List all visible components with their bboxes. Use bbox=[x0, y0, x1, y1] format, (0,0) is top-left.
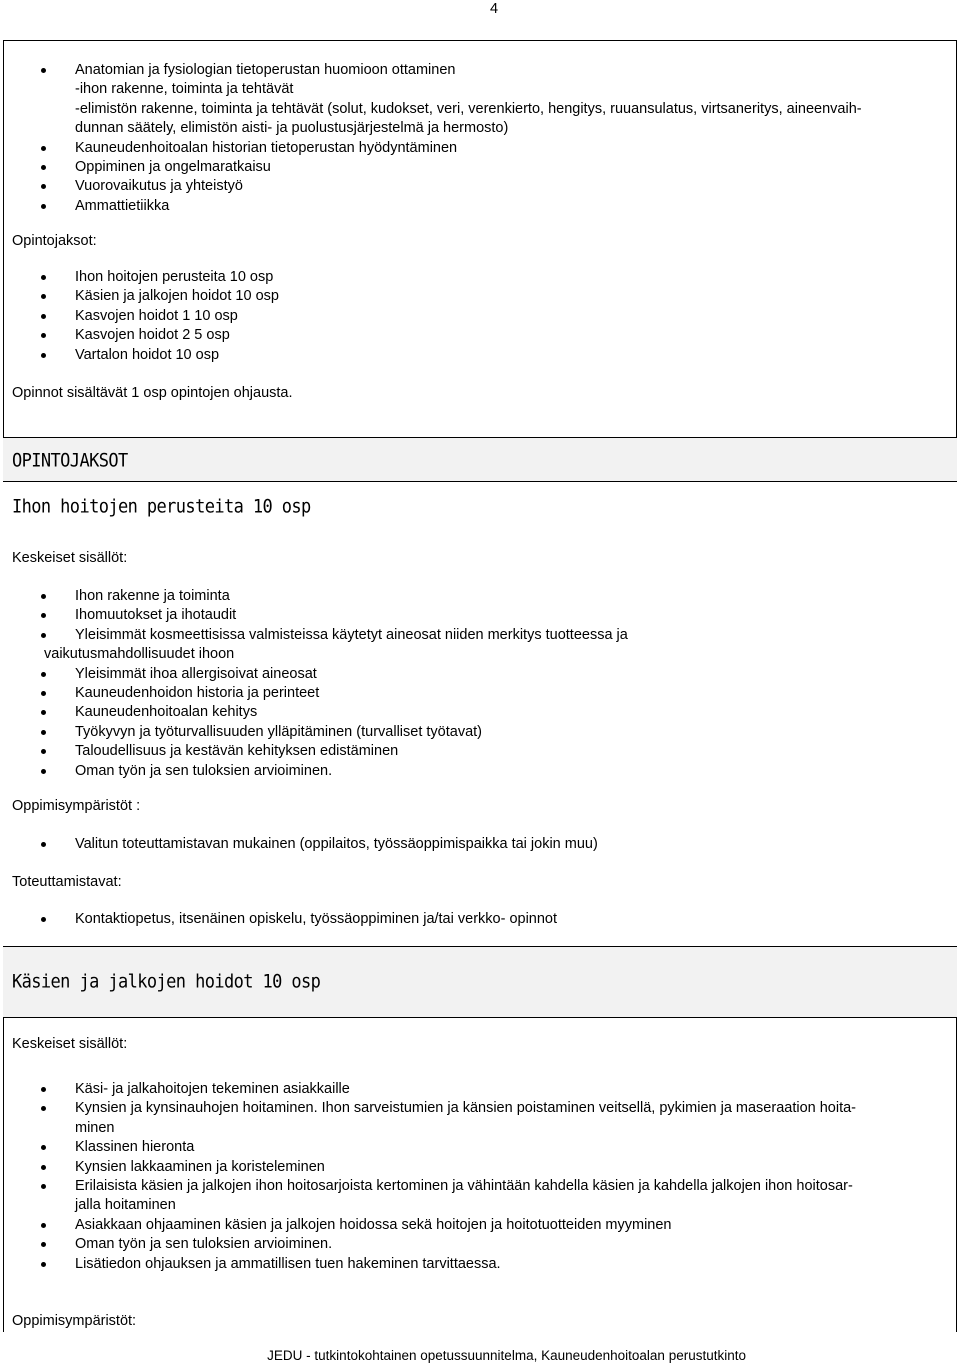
list-item: Erilaisista käsien ja jalkojen ihon hoitosarjoista kertominen ja vähintään kahdella käsien ja kahdella jalkojen ihon hoitosar- jalla hoitaminen bbox=[12, 1177, 944, 1216]
list-item: Kynsien lakkaaminen ja koristeleminen bbox=[12, 1158, 944, 1177]
list-item: Oman työn ja sen tuloksien arvioiminen. bbox=[12, 762, 944, 781]
course-title: Ihon hoitojen perusteita 10 osp bbox=[12, 495, 311, 519]
list-item: Käsien ja jalkojen hoidot 10 osp bbox=[12, 287, 944, 306]
list-item: Kasvojen hoidot 1 10 osp bbox=[12, 307, 944, 326]
list-item: Työkyvyn ja työturvallisuuden ylläpitäminen (turvalliset työtavat) bbox=[12, 723, 944, 742]
page-number: 4 bbox=[490, 1, 499, 17]
list-item: Lisätiedon ohjauksen ja ammatillisen tuen hakeminen tarvittaessa. bbox=[12, 1255, 944, 1274]
list-item: Ihon rakenne ja toiminta bbox=[12, 587, 944, 606]
course-title: Käsien ja jalkojen hoidot 10 osp bbox=[12, 970, 321, 994]
footer: JEDU - tutkintokohtainen opetussuunnitelma, Kauneudenhoitoalan perustutkinto bbox=[267, 1347, 746, 1363]
list-item: Yleisimmät ihoa allergisoivat aineosat bbox=[12, 665, 944, 684]
list-item: Kasvojen hoidot 2 5 osp bbox=[12, 326, 944, 345]
list-item: Kynsien ja kynsinauhojen hoitaminen. Ihon sarveistumien ja känsien poistaminen veitsellä, pykimien ja maseraation hoita- minen bbox=[12, 1099, 944, 1138]
ihon-content-list bbox=[12, 587, 944, 781]
keskeiset-label: Keskeiset sisällöt: bbox=[12, 550, 128, 566]
list-item: Ihon hoitojen perusteita 10 osp bbox=[12, 268, 944, 287]
opintojaksot-list bbox=[12, 268, 944, 365]
kasien-content-list bbox=[12, 1080, 944, 1274]
opintojaksot-label: Opintojaksot: bbox=[12, 233, 97, 249]
oppimisymparistot-label: Oppimisympäristöt: bbox=[12, 1313, 137, 1329]
list-item: Käsi- ja jalkahoitojen tekeminen asiakkaille bbox=[12, 1080, 944, 1099]
list-item: Vartalon hoidot 10 osp bbox=[12, 346, 944, 365]
list-item: Asiakkaan ohjaaminen käsien ja jalkojen hoidossa sekä hoitojen ja hoitotuotteiden myyminen bbox=[12, 1216, 944, 1235]
list-item: Anatomian ja fysiologian tietoperustan huomioon ottaminen -ihon rakenne, toiminta ja tehtävät -elimistön rakenne, toiminta ja tehtävät (solut, kudokset, veri, verenkierto, hengitys, ruuansulatus, virtsaneritys, aineenvaih- dunnan säätely, elimistön aisti- ja puolustusjärjestelmä ja hermosto) bbox=[12, 61, 944, 139]
list-item: Oman työn ja sen tuloksien arvioiminen. bbox=[12, 1235, 944, 1254]
list-item: Kauneudenhoidon historia ja perinteet bbox=[12, 684, 944, 703]
oppimisymparistot-label: Oppimisympäristöt : bbox=[12, 798, 141, 814]
keskeiset-label: Keskeiset sisällöt: bbox=[12, 1036, 128, 1052]
list-item: Kauneudenhoitoalan kehitys bbox=[12, 703, 944, 722]
toteuttamistavat-label: Toteuttamistavat: bbox=[12, 874, 122, 890]
list-item: Valitun toteuttamistavan mukainen (oppilaitos, työssäoppimispaikka tai jokin muu) bbox=[12, 835, 944, 854]
toteuttamistavat-list bbox=[12, 910, 944, 929]
oppimisymparistot-list bbox=[12, 835, 944, 854]
list-item: Oppiminen ja ongelmaratkaisu bbox=[12, 158, 944, 177]
list-item: Klassinen hieronta bbox=[12, 1138, 944, 1157]
list-item: Taloudellisuus ja kestävän kehityksen edistäminen bbox=[12, 742, 944, 761]
list-item: Yleisimmät kosmeettisissa valmisteissa käytetyt aineosat niiden merkitys tuotteessa ja vaikutusmahdollisuudet ihoon bbox=[12, 626, 944, 665]
list-item: Vuorovaikutus ja yhteistyö bbox=[12, 177, 944, 196]
list-item: Kontaktiopetus, itsenäinen opiskelu, työssäoppiminen ja/tai verkko- opinnot bbox=[12, 910, 944, 929]
opinnot-note: Opinnot sisältävät 1 osp opintojen ohjausta. bbox=[12, 385, 293, 401]
list-item: Kauneudenhoitoalan historian tietoperustan hyödyntäminen bbox=[12, 139, 944, 158]
section-heading: OPINTOJAKSOT bbox=[12, 449, 128, 473]
competence-list bbox=[12, 61, 944, 216]
list-item: Ammattietiikka bbox=[12, 197, 944, 216]
list-item: Ihomuutokset ja ihotaudit bbox=[12, 606, 944, 625]
